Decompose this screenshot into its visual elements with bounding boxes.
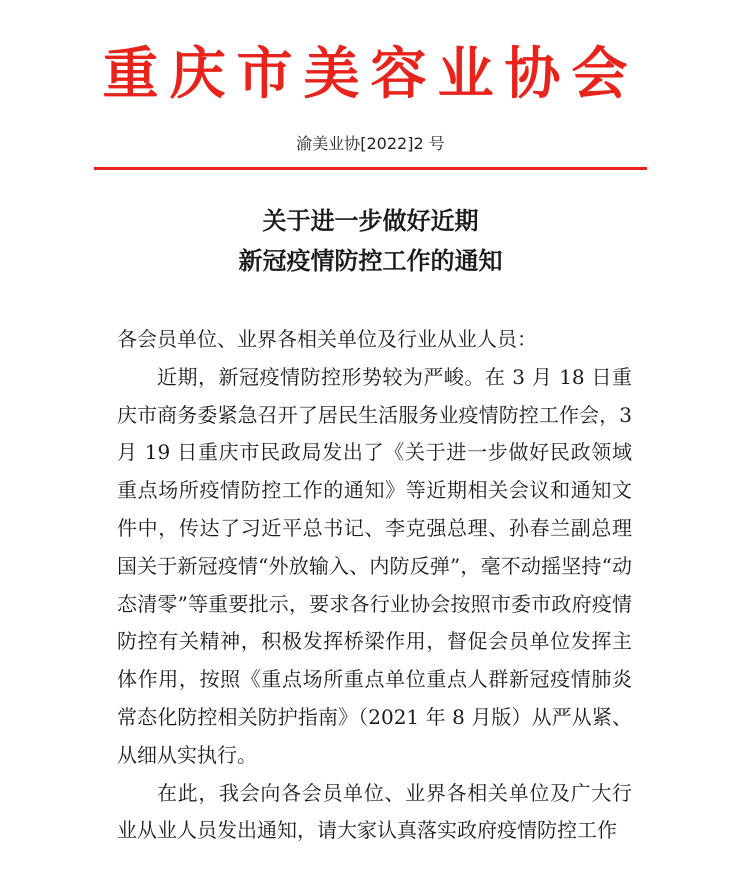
header-red-rule xyxy=(94,167,647,170)
notice-title xyxy=(0,201,741,281)
notice-body xyxy=(117,321,632,850)
notice-title-line-2: 新冠疫情防控工作的通知 xyxy=(238,247,503,275)
body-paragraph-1: 近期，新冠疫情防控形势较为严峻。在 3 月 18 日重庆市商务委紧急召开了居民生活服务业疫情防控工作会，3 月 19 日重庆市民政局发出了《关于进一步做好民政领域重点场所疫情防控工作的通知》等近期相关会议和通知文件中，传达了习近平总书记、李克强总理、孙春兰副总理国关于新冠疫情“外放输入、内防反弹”，毫不动摇坚持“动态清零”等重要批示，要求各行业协会按照市委市政府疫情防控有关精神，积极发挥桥梁作用，督促会员单位发挥主体作用，按照《重点场所重点单位重点人群新冠疫情肺炎常态化防控相关防护指南》（2021 年 8 月版）从严从紧、从细从实执行。 xyxy=(117,364,632,767)
salutation: 各会员单位、业界各相关单位及行业从业人员： xyxy=(117,327,537,351)
document-number: 渝美业协[2022]2 号 xyxy=(296,134,445,153)
body-paragraph-2: 在此，我会向各会员单位、业界各相关单位及广大行业从业人员发出通知，请大家认真落实政府疫情防控工作 xyxy=(117,780,632,843)
notice-title-line-1: 关于进一步做好近期 xyxy=(262,207,479,235)
organization-title: 重庆市美容业协会 xyxy=(102,41,639,107)
